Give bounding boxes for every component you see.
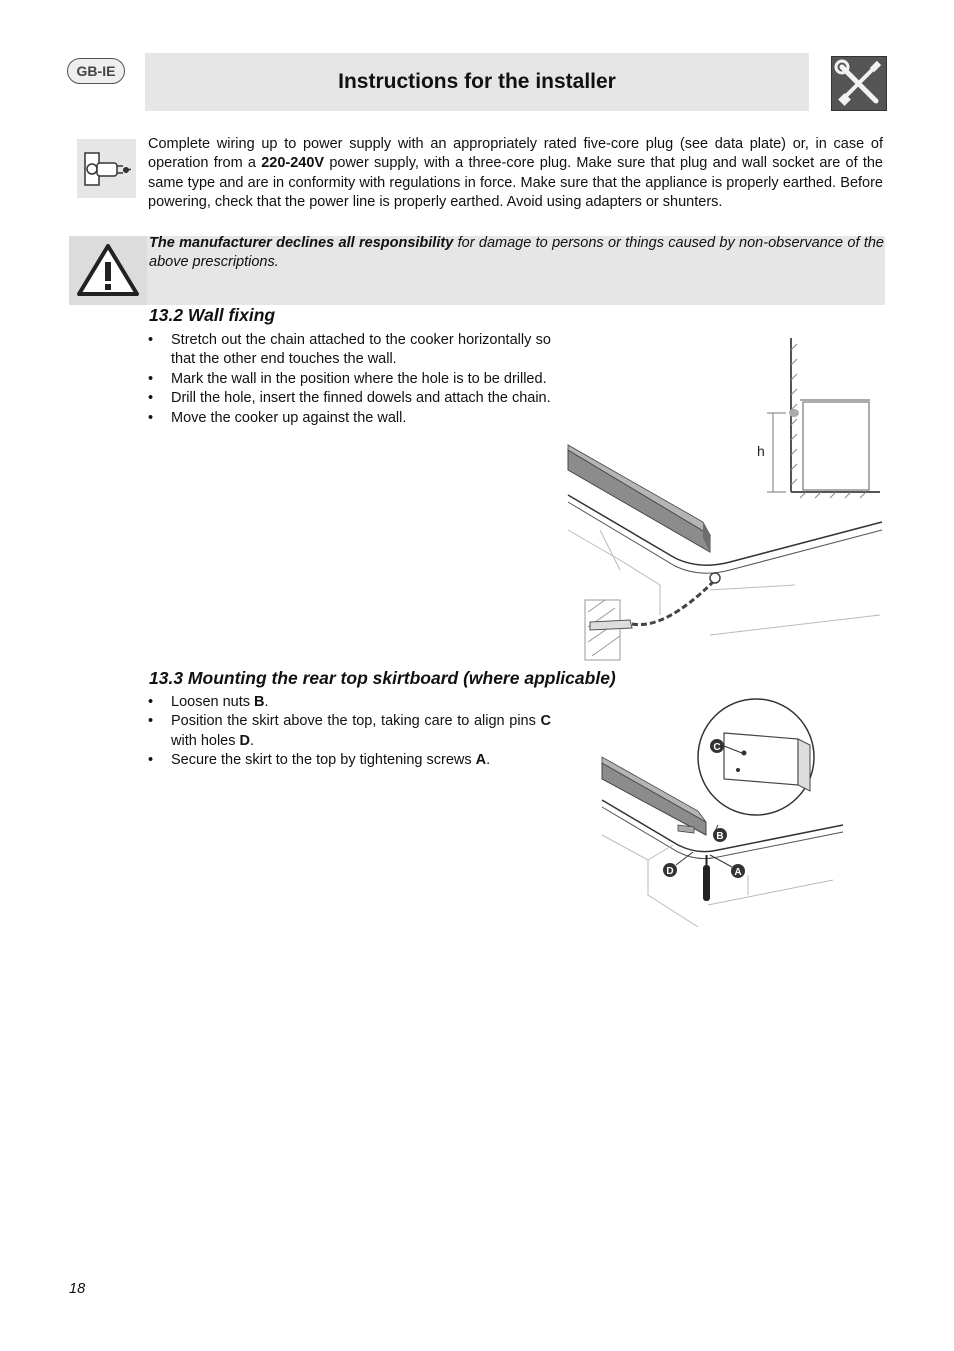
warning-text: The manufacturer declines all responsibility for damage to persons or things caused by non-observance of the above prescriptions. [149, 235, 884, 271]
list-item: • Drill the hole, insert the finned dowels and attach the chain. [148, 389, 551, 408]
height-label: h [757, 443, 765, 459]
label-a: A [734, 867, 742, 878]
language-badge: GB-IE [67, 58, 125, 84]
page-title: Instructions for the installer [338, 70, 616, 93]
list-item: • Loosen nuts B. [148, 693, 551, 712]
voltage-value: 220-240V [261, 155, 325, 172]
label-c: C [713, 742, 721, 753]
list-item: • Secure the skirt to the top by tightening screws A. [148, 751, 551, 770]
label-d: D [666, 866, 674, 877]
plug-socket-icon [77, 139, 136, 198]
power-supply-paragraph: Complete wiring up to power supply with an appropriately rated five-core plug (see data plate) or, in case of operation from a 220-240V power supply, with a three-core plug. Make sure that plug and wall socket are of the same type and are in conformity with regulations in force. Make sure that the appliance is properly earthed. Before powering, check that the power line is properly earthed. Avoid using adapters or shunters. [148, 136, 883, 211]
skirtboard-diagram [598, 695, 848, 940]
page-number: 18 [69, 1281, 86, 1297]
header-bar [145, 53, 809, 111]
section-skirtboard-title: 13.3 Mounting the rear top skirtboard (where applicable) [149, 668, 616, 688]
wrench-screwdriver-icon [831, 56, 887, 111]
warning-triangle-icon [69, 236, 147, 305]
list-item: • Stretch out the chain attached to the cooker horizontally so that the other end touches the wall. [148, 331, 551, 370]
list-item: • Move the cooker up against the wall. [148, 409, 551, 428]
wall-fixing-diagram [560, 330, 890, 665]
label-b: B [716, 831, 724, 842]
list-item: • Position the skirt above the top, taking care to align pins C with holes D. [148, 712, 551, 751]
wall-fixing-list [148, 331, 551, 428]
section-wall-fixing-title: 13.2 Wall fixing [149, 305, 276, 325]
skirtboard-list [148, 693, 551, 771]
list-item: • Mark the wall in the position where the hole is to be drilled. [148, 370, 551, 389]
